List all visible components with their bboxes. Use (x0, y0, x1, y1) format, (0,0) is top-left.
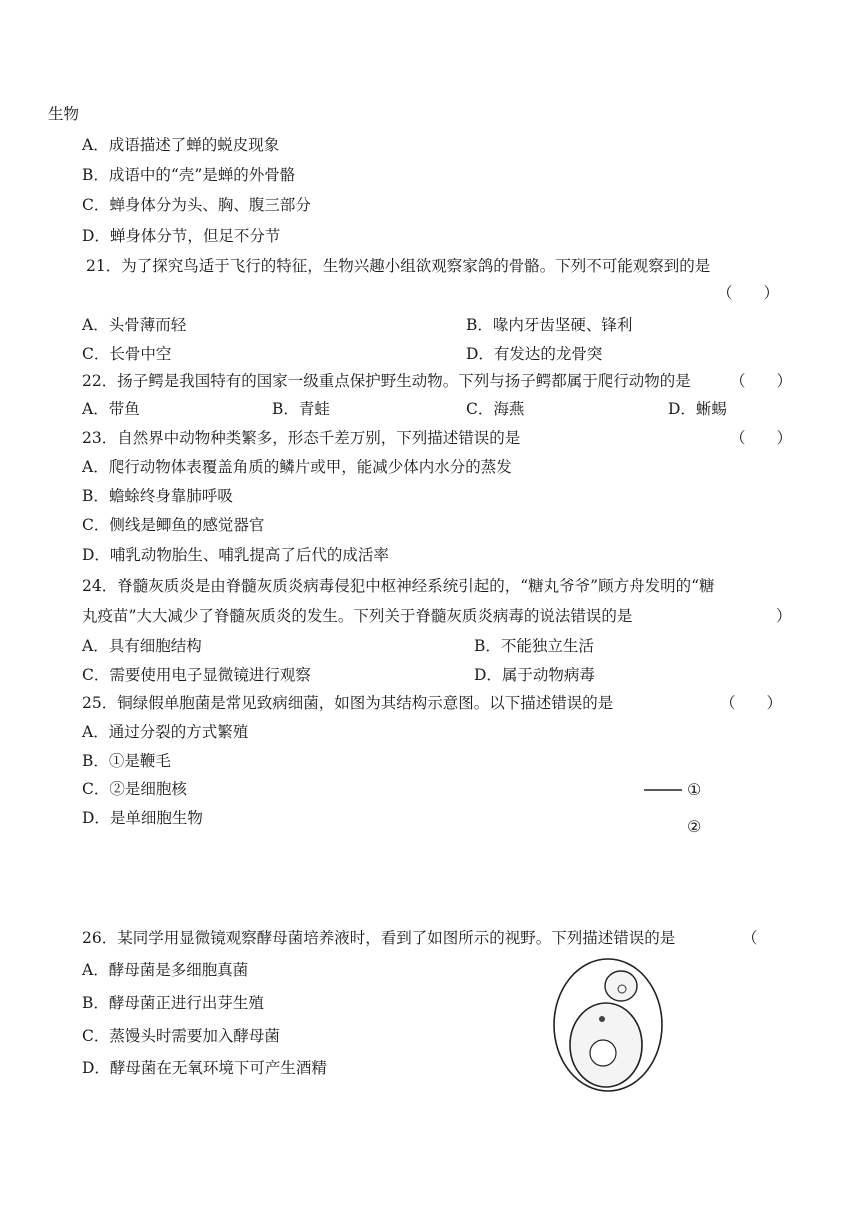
q25-stem: 25．铜绿假单胞菌是常见致病细菌，如图为其结构示意图。以下描述错误的是 (82, 694, 614, 712)
yeast-vacuole (590, 1040, 616, 1066)
q26-option-b: B．酵母菌正进行出芽生殖 (82, 994, 264, 1012)
q22-answer-paren: （ ） (730, 372, 793, 390)
q20-option-c: C．蝉身体分为头、胸、腹三部分 (82, 196, 311, 214)
q24-stem-line1: 24．脊髓灰质炎是由脊髓灰质炎病毒侵犯中枢神经系统引起的，“糖丸爷爷”顾方舟发明的“糖 (82, 577, 715, 595)
q23-stem: 23．自然界中动物种类繁多，形态千差万别，下列描述错误的是 (82, 429, 521, 447)
q25-option-c: C．②是细胞核 (82, 780, 187, 798)
q21-option-b: B．喙内牙齿坚硬、锋利 (466, 316, 633, 334)
q20-option-d: D．蝉身体分节，但足不分节 (82, 227, 281, 245)
q24-option-a: A．具有细胞结构 (82, 637, 202, 655)
q26-option-d: D．酵母菌在无氧环境下可产生酒精 (82, 1059, 327, 1077)
figure-label-2: ② (687, 817, 702, 836)
q24-stem-line2: 丸疫苗”大大减少了脊髓灰质炎的发生。下列关于脊髓灰质炎病毒的说法错误的是 (82, 607, 633, 625)
q24-option-b: B．不能独立生活 (474, 637, 594, 655)
q25-option-d: D．是单细胞生物 (82, 809, 203, 827)
q22-option-b: B．青蛙 (272, 400, 330, 418)
yeast-microscope-figure (550, 955, 670, 1095)
q21-stem: 21．为了探究鸟适于飞行的特征，生物兴趣小组欲观察家鸽的骨骼。下列不可能观察到的是 (86, 257, 711, 275)
q22-option-c: C．海燕 (466, 400, 525, 418)
q23-answer-paren: （ ） (730, 429, 793, 447)
q23-option-c: C．侧线是鲫鱼的感觉器官 (82, 516, 265, 534)
subject-header: 生物 (48, 105, 80, 123)
q23-option-b: B．蟾蜍终身靠肺呼吸 (82, 487, 233, 505)
q26-option-a: A．酵母菌是多细胞真菌 (82, 961, 249, 979)
q24-answer-paren: ） (776, 607, 792, 625)
q22-option-d: D．蜥蜴 (668, 400, 727, 418)
q26-answer-paren: （ (742, 929, 789, 947)
q24-option-d: D．属于动物病毒 (474, 666, 595, 684)
q23-option-d: D．哺乳动物胎生、哺乳提高了后代的成活率 (82, 546, 389, 564)
yeast-nucleus (599, 1016, 605, 1022)
q25-option-b: B．①是鞭毛 (82, 752, 171, 770)
q26-stem: 26．某同学用显微镜观察酵母菌培养液时，看到了如图所示的视野。下列描述错误的是 (82, 929, 676, 947)
q21-option-d: D．有发达的龙骨突 (466, 345, 603, 363)
q24-option-c: C．需要使用电子显微镜进行观察 (82, 666, 311, 684)
q20-option-a: A．成语描述了蝉的蜕皮现象 (82, 136, 280, 154)
q25-option-a: A．通过分裂的方式繁殖 (82, 723, 249, 741)
q21-option-c: C．长骨中空 (82, 345, 172, 363)
q26-option-c: C．蒸馒头时需要加入酵母菌 (82, 1027, 280, 1045)
q22-stem: 22．扬子鳄是我国特有的国家一级重点保护野生动物。下列与扬子鳄都属于爬行动物的是 (82, 372, 691, 390)
q23-option-a: A．爬行动物体表覆盖角质的鳞片或甲，能减少体内水分的蒸发 (82, 458, 512, 476)
q22-option-a: A．带鱼 (82, 400, 140, 418)
q21-option-a: A．头骨薄而轻 (82, 316, 187, 334)
q20-option-b: B．成语中的“壳”是蝉的外骨骼 (82, 166, 296, 184)
yeast-bud (605, 971, 637, 1001)
figure-label-1: ① (687, 780, 702, 799)
q25-answer-paren: （ ） (720, 694, 783, 712)
q21-answer-paren: （ ） (717, 284, 780, 302)
